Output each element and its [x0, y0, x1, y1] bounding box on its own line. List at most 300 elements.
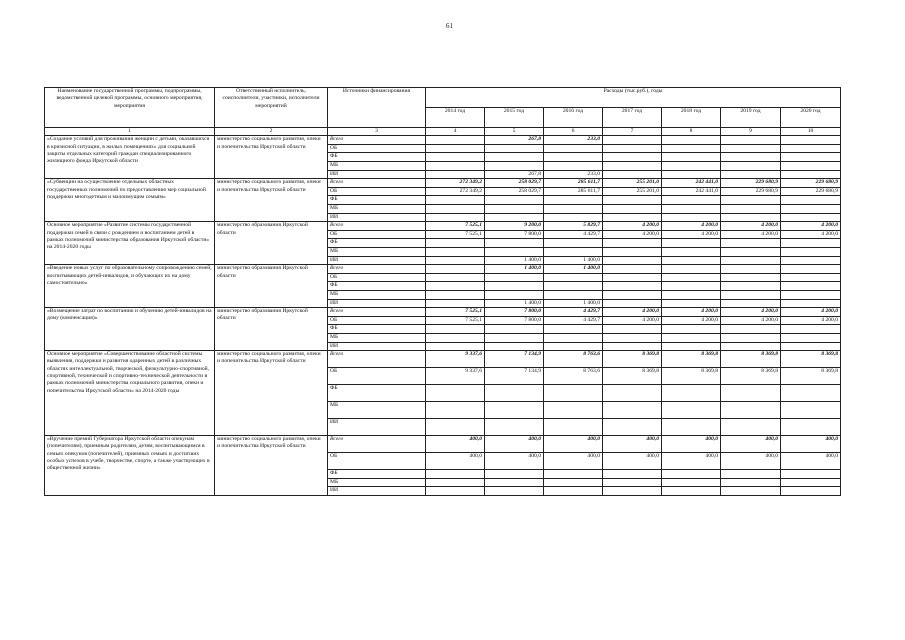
amount-cell	[603, 136, 662, 145]
column-index: 10	[781, 128, 841, 136]
funding-source-cell: Всего	[328, 351, 426, 368]
amount-cell	[426, 282, 485, 291]
amount-cell	[781, 290, 841, 299]
amount-cell	[426, 170, 485, 179]
amount-cell: 4 200,0	[662, 222, 721, 231]
amount-cell	[544, 342, 603, 351]
amount-cell: 7 134,9	[485, 368, 544, 385]
amount-cell: 8 763,6	[544, 368, 603, 385]
amount-cell	[662, 273, 721, 282]
header-year: 2019 год	[721, 108, 781, 128]
amount-cell	[721, 290, 781, 299]
header-index-row	[45, 128, 841, 136]
funding-source-cell: МБ	[328, 205, 426, 214]
amount-cell: 258 029,7	[485, 179, 544, 188]
amount-cell	[781, 385, 841, 402]
funding-source-cell: ОБ	[328, 187, 426, 196]
amount-cell	[426, 333, 485, 342]
header-year: 2015 год	[485, 108, 544, 128]
amount-cell	[426, 144, 485, 153]
amount-cell	[781, 470, 841, 479]
amount-cell: 229 680,9	[781, 179, 841, 188]
amount-cell	[781, 248, 841, 257]
amount-cell	[721, 273, 781, 282]
amount-cell	[781, 239, 841, 248]
amount-cell: 4 200,0	[603, 230, 662, 239]
amount-cell	[426, 419, 485, 436]
amount-cell	[721, 333, 781, 342]
header-year: 2016 год	[544, 108, 603, 128]
header-executor: Ответственный исполнитель, соисполнители, участники, исполнители мероприятий	[215, 88, 328, 128]
amount-cell: 229 680,9	[721, 179, 781, 188]
amount-cell	[485, 342, 544, 351]
amount-cell: 400,0	[426, 453, 485, 470]
amount-cell	[603, 325, 662, 334]
funding-source-cell: ФБ	[328, 282, 426, 291]
header-year: 2017 год	[603, 108, 662, 128]
amount-cell	[485, 213, 544, 222]
amount-cell	[544, 419, 603, 436]
amount-cell	[662, 196, 721, 205]
amount-cell	[781, 256, 841, 265]
amount-cell	[603, 256, 662, 265]
amount-cell	[485, 282, 544, 291]
amount-cell	[485, 402, 544, 419]
amount-cell	[662, 239, 721, 248]
amount-cell: 4 200,0	[781, 308, 841, 317]
amount-cell: 1 400,0	[485, 299, 544, 308]
header-year: 2014 год	[426, 108, 485, 128]
amount-cell	[544, 333, 603, 342]
amount-cell	[721, 478, 781, 487]
amount-cell: 400,0	[485, 436, 544, 453]
amount-cell: 7 800,0	[485, 230, 544, 239]
funding-source-cell: ФБ	[328, 153, 426, 162]
amount-cell: 285 611,7	[544, 179, 603, 188]
table-row	[45, 265, 841, 274]
amount-cell: 400,0	[544, 453, 603, 470]
amount-cell: 267,8	[485, 136, 544, 145]
amount-cell	[721, 239, 781, 248]
amount-cell	[781, 342, 841, 351]
column-index: 6	[544, 128, 603, 136]
funding-source-cell: ИИ	[328, 256, 426, 265]
amount-cell	[781, 213, 841, 222]
program-name-cell: «Вручение премий Губернатора Иркутской области опекунам (попечителям), приемным родителям, детям, воспитывающимся в семьях опекунов (попечителей), приемных семьях и достигших особых успехов в учебе, творчестве, спорте, а также участвующих в общественной жизни»	[45, 436, 215, 496]
amount-cell	[662, 299, 721, 308]
amount-cell: 1 400,0	[544, 256, 603, 265]
column-index: 1	[45, 128, 215, 136]
amount-cell: 5 829,7	[544, 222, 603, 231]
amount-cell	[426, 239, 485, 248]
amount-cell	[662, 470, 721, 479]
funding-source-cell: МБ	[328, 248, 426, 257]
amount-cell	[603, 487, 662, 496]
amount-cell	[781, 144, 841, 153]
funding-source-cell: ОБ	[328, 368, 426, 385]
amount-cell	[781, 282, 841, 291]
executor-cell: министерство социального развития, опеки и попечительства Иркутской области	[215, 136, 328, 179]
amount-cell	[544, 282, 603, 291]
amount-cell	[662, 325, 721, 334]
amount-cell: 255 201,0	[603, 179, 662, 188]
amount-cell	[721, 153, 781, 162]
amount-cell: 4 200,0	[721, 222, 781, 231]
amount-cell	[544, 385, 603, 402]
amount-cell	[662, 487, 721, 496]
executor-cell: министерство социального развития, опеки и попечительства Иркутской области	[215, 179, 328, 222]
amount-cell	[544, 248, 603, 257]
amount-cell: 8 369,8	[781, 351, 841, 368]
amount-cell	[426, 162, 485, 171]
amount-cell	[544, 478, 603, 487]
program-name-cell: «Субвенции на осуществление отдельных областных государственных полномочий по предоставлению мер социальной поддержки многодетным и малоимущим семьям»	[45, 179, 215, 222]
amount-cell: 233,0	[544, 136, 603, 145]
amount-cell: 400,0	[426, 436, 485, 453]
funding-source-cell: ФБ	[328, 325, 426, 334]
funding-source-cell: Всего	[328, 265, 426, 274]
amount-cell	[603, 144, 662, 153]
amount-cell	[603, 385, 662, 402]
amount-cell	[662, 153, 721, 162]
table-row	[45, 222, 841, 231]
amount-cell	[662, 144, 721, 153]
funding-source-cell: ИИ	[328, 487, 426, 496]
column-index: 8	[662, 128, 721, 136]
amount-cell	[603, 342, 662, 351]
funding-source-cell: МБ	[328, 162, 426, 171]
funding-source-cell: ФБ	[328, 385, 426, 402]
funding-source-cell: ИИ	[328, 213, 426, 222]
amount-cell	[544, 273, 603, 282]
amount-cell	[781, 487, 841, 496]
amount-cell	[426, 213, 485, 222]
amount-cell: 9 337,6	[426, 351, 485, 368]
amount-cell: 258 029,7	[485, 187, 544, 196]
amount-cell	[426, 256, 485, 265]
amount-cell	[662, 333, 721, 342]
table-row	[45, 351, 841, 368]
funding-source-cell: ОБ	[328, 230, 426, 239]
amount-cell: 4 200,0	[662, 316, 721, 325]
amount-cell	[662, 402, 721, 419]
amount-cell	[721, 136, 781, 145]
amount-cell	[603, 333, 662, 342]
amount-cell	[426, 478, 485, 487]
amount-cell	[662, 248, 721, 257]
amount-cell	[603, 213, 662, 222]
amount-cell	[781, 402, 841, 419]
amount-cell: 272 349,2	[426, 179, 485, 188]
program-name-cell: Основное мероприятие «Развитие системы государственной поддержки семей в связи с рождением и воспитанием детей в рамках полномочий министерства образования Иркутской области» на 2014-2020 годы	[45, 222, 215, 265]
amount-cell	[781, 273, 841, 282]
amount-cell: 8 369,8	[781, 368, 841, 385]
column-index: 2	[215, 128, 328, 136]
column-index: 4	[426, 128, 485, 136]
amount-cell: 400,0	[544, 436, 603, 453]
amount-cell	[721, 265, 781, 274]
amount-cell: 400,0	[781, 453, 841, 470]
amount-cell	[485, 290, 544, 299]
amount-cell	[544, 144, 603, 153]
amount-cell	[485, 144, 544, 153]
amount-cell: 400,0	[603, 453, 662, 470]
column-index: 7	[603, 128, 662, 136]
amount-cell: 4 200,0	[721, 308, 781, 317]
amount-cell	[781, 419, 841, 436]
amount-cell	[603, 299, 662, 308]
amount-cell: 4 200,0	[603, 316, 662, 325]
amount-cell	[662, 162, 721, 171]
program-name-cell: «Введение новых услуг по образовательному сопровождению семей, воспитывающих детей-инвалидов, и обучающих их на дому самостоятельно»	[45, 265, 215, 308]
amount-cell	[781, 162, 841, 171]
amount-cell: 8 369,8	[662, 351, 721, 368]
table-row	[45, 436, 841, 453]
funding-source-cell: Всего	[328, 179, 426, 188]
amount-cell: 7 525,1	[426, 222, 485, 231]
amount-cell: 7 525,1	[426, 316, 485, 325]
amount-cell	[781, 325, 841, 334]
column-index: 9	[721, 128, 781, 136]
funding-source-cell: ОБ	[328, 273, 426, 282]
amount-cell: 242 441,0	[662, 187, 721, 196]
amount-cell	[781, 333, 841, 342]
amount-cell: 4 429,7	[544, 230, 603, 239]
amount-cell	[544, 325, 603, 334]
table-row	[45, 136, 841, 145]
funding-source-cell: ФБ	[328, 239, 426, 248]
amount-cell: 9 200,0	[485, 222, 544, 231]
amount-cell	[781, 153, 841, 162]
amount-cell: 1 400,0	[485, 256, 544, 265]
amount-cell	[721, 144, 781, 153]
amount-cell	[603, 153, 662, 162]
amount-cell: 255 201,0	[603, 187, 662, 196]
funding-source-cell: ИИ	[328, 170, 426, 179]
amount-cell: 4 200,0	[662, 308, 721, 317]
amount-cell: 242 441,0	[662, 179, 721, 188]
amount-cell	[603, 419, 662, 436]
amount-cell	[662, 213, 721, 222]
amount-cell	[721, 470, 781, 479]
amount-cell: 4 200,0	[603, 222, 662, 231]
amount-cell	[544, 205, 603, 214]
amount-cell	[485, 419, 544, 436]
amount-cell	[721, 385, 781, 402]
header-funding-source: Источники финансирования	[328, 88, 426, 128]
amount-cell: 7 800,0	[485, 316, 544, 325]
amount-cell	[426, 342, 485, 351]
amount-cell: 7 800,0	[485, 308, 544, 317]
funding-source-cell: ОБ	[328, 316, 426, 325]
amount-cell: 7 525,1	[426, 230, 485, 239]
funding-source-cell: ИИ	[328, 419, 426, 436]
funding-source-cell: Всего	[328, 436, 426, 453]
amount-cell	[603, 162, 662, 171]
amount-cell	[485, 239, 544, 248]
amount-cell: 7 134,9	[485, 351, 544, 368]
amount-cell	[721, 487, 781, 496]
table-row	[45, 308, 841, 317]
funding-source-cell: Всего	[328, 222, 426, 231]
column-index: 5	[485, 128, 544, 136]
amount-cell	[721, 170, 781, 179]
amount-cell	[662, 290, 721, 299]
amount-cell: 229 680,9	[721, 187, 781, 196]
table-body	[45, 136, 841, 496]
amount-cell: 229 680,9	[781, 187, 841, 196]
amount-cell	[426, 402, 485, 419]
amount-cell	[426, 290, 485, 299]
amount-cell: 8 763,6	[544, 351, 603, 368]
amount-cell	[426, 205, 485, 214]
amount-cell	[426, 196, 485, 205]
amount-cell	[544, 402, 603, 419]
executor-cell: министерство социального развития, опеки и попечительства Иркутской области	[215, 351, 328, 436]
amount-cell	[721, 205, 781, 214]
column-index: 3	[328, 128, 426, 136]
header-year: 2018 год	[662, 108, 721, 128]
amount-cell: 8 369,8	[662, 368, 721, 385]
amount-cell	[721, 248, 781, 257]
amount-cell: 8 369,8	[721, 368, 781, 385]
page-number: 61	[446, 22, 453, 30]
amount-cell: 272 349,2	[426, 187, 485, 196]
amount-cell: 4 429,7	[544, 308, 603, 317]
amount-cell	[603, 470, 662, 479]
amount-cell	[544, 213, 603, 222]
amount-cell	[485, 273, 544, 282]
amount-cell	[781, 478, 841, 487]
amount-cell	[721, 196, 781, 205]
amount-cell: 267,8	[485, 170, 544, 179]
amount-cell: 233,0	[544, 170, 603, 179]
amount-cell	[721, 282, 781, 291]
amount-cell: 9 337,6	[426, 368, 485, 385]
amount-cell	[603, 205, 662, 214]
amount-cell	[544, 290, 603, 299]
amount-cell	[721, 256, 781, 265]
amount-cell: 400,0	[721, 436, 781, 453]
amount-cell: 1 400,0	[485, 265, 544, 274]
amount-cell	[781, 205, 841, 214]
amount-cell	[781, 170, 841, 179]
amount-cell: 4 200,0	[781, 230, 841, 239]
amount-cell	[485, 162, 544, 171]
funding-source-cell: ФБ	[328, 470, 426, 479]
amount-cell	[603, 282, 662, 291]
amount-cell	[603, 290, 662, 299]
amount-cell	[603, 402, 662, 419]
amount-cell	[662, 478, 721, 487]
amount-cell: 400,0	[485, 453, 544, 470]
amount-cell: 4 200,0	[662, 230, 721, 239]
amount-cell	[721, 402, 781, 419]
amount-cell: 4 200,0	[721, 230, 781, 239]
amount-cell	[485, 385, 544, 402]
amount-cell: 400,0	[721, 453, 781, 470]
funding-source-cell: МБ	[328, 333, 426, 342]
financing-table-container	[44, 87, 840, 496]
header-program-name: Наименование государственной программы, подпрограммы, ведомственной целевой программы, основного мероприятия, мероприятия	[45, 88, 215, 128]
amount-cell: 400,0	[781, 436, 841, 453]
funding-source-cell: МБ	[328, 478, 426, 487]
program-name-cell: «Возмещение затрат по воспитанию и обучению детей-инвалидов на дому (компенсация)»	[45, 308, 215, 351]
amount-cell: 7 525,1	[426, 308, 485, 317]
funding-source-cell: ИИ	[328, 299, 426, 308]
amount-cell	[426, 248, 485, 257]
funding-source-cell: ОБ	[328, 453, 426, 470]
funding-source-cell: ФБ	[328, 196, 426, 205]
amount-cell	[603, 248, 662, 257]
executor-cell: министерство образования Иркутской области	[215, 265, 328, 308]
amount-cell	[662, 385, 721, 402]
amount-cell	[662, 419, 721, 436]
amount-cell: 1 400,0	[544, 299, 603, 308]
executor-cell: министерство социального развития, опеки и попечительства Иркутской области	[215, 436, 328, 496]
amount-cell: 4 200,0	[781, 222, 841, 231]
program-name-cell: «Создание условий для проживания женщин с детьми, оказавшихся в кризисной ситуации, в жилых помещениях» для социальной защиты отдельных категорий граждан специализированного жилищного фонда Иркутской области	[45, 136, 215, 179]
amount-cell	[426, 487, 485, 496]
amount-cell	[426, 299, 485, 308]
amount-cell	[721, 162, 781, 171]
amount-cell: 400,0	[603, 436, 662, 453]
amount-cell	[485, 487, 544, 496]
amount-cell	[485, 196, 544, 205]
amount-cell	[426, 470, 485, 479]
amount-cell: 400,0	[662, 453, 721, 470]
table-row	[45, 179, 841, 188]
header-year: 2020 год	[781, 108, 841, 128]
funding-source-cell: Всего	[328, 136, 426, 145]
funding-source-cell: МБ	[328, 290, 426, 299]
amount-cell: 285 611,7	[544, 187, 603, 196]
amount-cell	[781, 265, 841, 274]
financing-table	[44, 87, 841, 496]
executor-cell: министерство образования Иркутской области	[215, 308, 328, 351]
amount-cell	[662, 136, 721, 145]
amount-cell	[603, 273, 662, 282]
amount-cell	[721, 213, 781, 222]
amount-cell	[426, 153, 485, 162]
amount-cell	[426, 385, 485, 402]
funding-source-cell: ОБ	[328, 144, 426, 153]
amount-cell	[544, 239, 603, 248]
amount-cell	[721, 419, 781, 436]
amount-cell	[485, 205, 544, 214]
amount-cell	[603, 239, 662, 248]
amount-cell: 8 369,8	[721, 351, 781, 368]
amount-cell	[485, 153, 544, 162]
amount-cell	[544, 153, 603, 162]
amount-cell	[485, 478, 544, 487]
amount-cell	[662, 170, 721, 179]
amount-cell	[662, 256, 721, 265]
amount-cell	[544, 470, 603, 479]
amount-cell	[485, 470, 544, 479]
amount-cell: 400,0	[662, 436, 721, 453]
amount-cell	[662, 205, 721, 214]
amount-cell	[662, 342, 721, 351]
header-expenses-years: Расходы (тыс.руб.), годы	[426, 88, 841, 108]
funding-source-cell: МБ	[328, 402, 426, 419]
amount-cell	[485, 325, 544, 334]
amount-cell: 1 400,0	[544, 265, 603, 274]
amount-cell	[426, 273, 485, 282]
amount-cell	[603, 478, 662, 487]
amount-cell: 4 200,0	[721, 316, 781, 325]
amount-cell: 8 369,8	[603, 368, 662, 385]
